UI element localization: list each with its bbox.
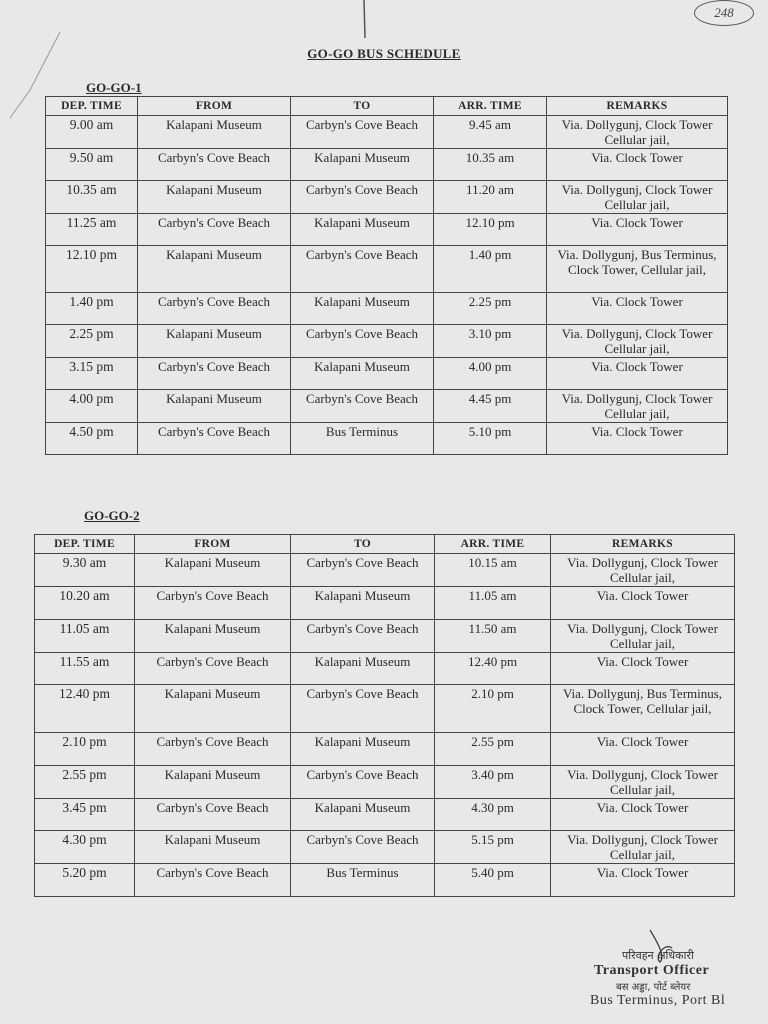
table-row [35, 685, 735, 733]
remarks-cell: Via. Dollygunj, Bus Terminus, Clock Tower, Cellular jail, [547, 246, 728, 293]
from-cell: Kalapani Museum [135, 831, 291, 864]
remarks-cell: Via. Clock Tower [547, 214, 728, 246]
remarks-cell: Via. Dollygunj, Bus Terminus, Clock Tower, Cellular jail, [551, 685, 735, 733]
arr-time-cell: 3.10 pm [434, 325, 547, 358]
arr-time-cell: 4.00 pm [434, 358, 547, 390]
schedule-table-go-go-2 [34, 534, 735, 897]
to-cell: Bus Terminus [291, 864, 435, 897]
to-cell: Kalapani Museum [291, 293, 434, 325]
dep-time-cell: 11.05 am [35, 619, 135, 652]
arr-time-cell: 9.45 am [434, 116, 547, 149]
table-row [46, 390, 728, 423]
page-number: 248 [694, 0, 754, 26]
arr-time-cell: 10.35 am [434, 149, 547, 181]
arr-time-cell: 5.15 pm [435, 831, 551, 864]
from-cell: Carbyn's Cove Beach [138, 293, 291, 325]
from-cell: Kalapani Museum [138, 390, 291, 423]
table-row [35, 798, 735, 831]
stamp-hindi-place: बस अड्डा, पोर्ट ब्लेयर [616, 982, 691, 993]
remarks-cell: Via. Clock Tower [547, 293, 728, 325]
to-cell: Kalapani Museum [291, 798, 435, 831]
remarks-cell: Via. Clock Tower [551, 864, 735, 897]
table-row [35, 765, 735, 798]
table-row [46, 116, 728, 149]
table-header-row [46, 97, 728, 116]
table-row [46, 423, 728, 455]
from-cell: Kalapani Museum [138, 181, 291, 214]
header-arr-time: ARR. TIME [435, 535, 551, 554]
table-row [46, 325, 728, 358]
from-cell: Carbyn's Cove Beach [138, 423, 291, 455]
header-from: FROM [138, 97, 291, 116]
header-remarks: REMARKS [551, 535, 735, 554]
table-row [46, 293, 728, 325]
to-cell: Kalapani Museum [291, 733, 435, 766]
table-row [46, 149, 728, 181]
table-row [35, 554, 735, 587]
remarks-cell: Via. Dollygunj, Clock Tower Cellular jail, [547, 181, 728, 214]
from-cell: Carbyn's Cove Beach [135, 652, 291, 685]
transport-officer-stamp [590, 948, 768, 1009]
to-cell: Carbyn's Cove Beach [291, 116, 434, 149]
arr-time-cell: 2.55 pm [435, 733, 551, 766]
header-arr-time: ARR. TIME [434, 97, 547, 116]
stamp-officer: Transport Officer [594, 963, 710, 978]
stamp-hindi-title: परिवहन अधिकारी [622, 949, 694, 962]
from-cell: Carbyn's Cove Beach [138, 149, 291, 181]
dep-time-cell: 4.00 pm [46, 390, 138, 423]
header-dep-time: DEP. TIME [35, 535, 135, 554]
remarks-cell: Via. Dollygunj, Clock Tower Cellular jail, [547, 116, 728, 149]
remarks-cell: Via. Dollygunj, Clock Tower Cellular jail, [551, 765, 735, 798]
remarks-cell: Via. Clock Tower [551, 652, 735, 685]
from-cell: Kalapani Museum [135, 685, 291, 733]
table-row [35, 831, 735, 864]
dep-time-cell: 11.25 am [46, 214, 138, 246]
to-cell: Carbyn's Cove Beach [291, 181, 434, 214]
arr-time-cell: 10.15 am [435, 554, 551, 587]
table-row [35, 864, 735, 897]
to-cell: Kalapani Museum [291, 358, 434, 390]
from-cell: Kalapani Museum [138, 116, 291, 149]
remarks-cell: Via. Clock Tower [551, 798, 735, 831]
table-row [46, 214, 728, 246]
dep-time-cell: 2.25 pm [46, 325, 138, 358]
dep-time-cell: 4.30 pm [35, 831, 135, 864]
to-cell: Carbyn's Cove Beach [291, 390, 434, 423]
from-cell: Kalapani Museum [135, 554, 291, 587]
to-cell: Kalapani Museum [291, 587, 435, 620]
page-title: GO-GO BUS SCHEDULE [307, 46, 461, 61]
from-cell: Carbyn's Cove Beach [135, 733, 291, 766]
to-cell: Bus Terminus [291, 423, 434, 455]
arr-time-cell: 5.40 pm [435, 864, 551, 897]
table-row [46, 358, 728, 390]
from-cell: Carbyn's Cove Beach [138, 358, 291, 390]
dep-time-cell: 12.10 pm [46, 246, 138, 293]
schedule-table-go-go-1 [45, 96, 728, 455]
route-label-go-go-2: GO-GO-2 [84, 508, 140, 523]
pen-stroke-mark [360, 0, 368, 40]
to-cell: Kalapani Museum [291, 149, 434, 181]
dep-time-cell: 12.40 pm [35, 685, 135, 733]
from-cell: Carbyn's Cove Beach [135, 864, 291, 897]
arr-time-cell: 3.40 pm [435, 765, 551, 798]
remarks-cell: Via. Dollygunj, Clock Tower Cellular jail, [547, 325, 728, 358]
from-cell: Kalapani Museum [135, 765, 291, 798]
arr-time-cell: 11.20 am [434, 181, 547, 214]
from-cell: Kalapani Museum [138, 246, 291, 293]
remarks-cell: Via. Dollygunj, Clock Tower Cellular jail, [551, 554, 735, 587]
remarks-cell: Via. Clock Tower [551, 587, 735, 620]
remarks-cell: Via. Clock Tower [547, 358, 728, 390]
arr-time-cell: 12.10 pm [434, 214, 547, 246]
to-cell: Kalapani Museum [291, 652, 435, 685]
arr-time-cell: 2.25 pm [434, 293, 547, 325]
to-cell: Carbyn's Cove Beach [291, 246, 434, 293]
header-from: FROM [135, 535, 291, 554]
arr-time-cell: 11.50 am [435, 619, 551, 652]
header-to: TO [291, 97, 434, 116]
to-cell: Carbyn's Cove Beach [291, 831, 435, 864]
dep-time-cell: 1.40 pm [46, 293, 138, 325]
remarks-cell: Via. Clock Tower [547, 149, 728, 181]
stamp-place: Bus Terminus, Port Bl [590, 993, 726, 1008]
dep-time-cell: 9.30 am [35, 554, 135, 587]
dep-time-cell: 4.50 pm [46, 423, 138, 455]
arr-time-cell: 4.30 pm [435, 798, 551, 831]
from-cell: Carbyn's Cove Beach [135, 798, 291, 831]
header-to: TO [291, 535, 435, 554]
table-row [35, 733, 735, 766]
dep-time-cell: 5.20 pm [35, 864, 135, 897]
dep-time-cell: 11.55 am [35, 652, 135, 685]
header-dep-time: DEP. TIME [46, 97, 138, 116]
from-cell: Carbyn's Cove Beach [138, 214, 291, 246]
table-row [46, 181, 728, 214]
to-cell: Carbyn's Cove Beach [291, 765, 435, 798]
table-header-row [35, 535, 735, 554]
to-cell: Carbyn's Cove Beach [291, 325, 434, 358]
dep-time-cell: 10.35 am [46, 181, 138, 214]
table-row [35, 652, 735, 685]
dep-time-cell: 9.50 am [46, 149, 138, 181]
dep-time-cell: 10.20 am [35, 587, 135, 620]
to-cell: Carbyn's Cove Beach [291, 685, 435, 733]
from-cell: Kalapani Museum [138, 325, 291, 358]
table-row [46, 246, 728, 293]
from-cell: Carbyn's Cove Beach [135, 587, 291, 620]
dep-time-cell: 9.00 am [46, 116, 138, 149]
remarks-cell: Via. Clock Tower [547, 423, 728, 455]
to-cell: Kalapani Museum [291, 214, 434, 246]
header-remarks: REMARKS [547, 97, 728, 116]
arr-time-cell: 5.10 pm [434, 423, 547, 455]
route-label-go-go-1: GO-GO-1 [86, 80, 142, 95]
dep-time-cell: 3.15 pm [46, 358, 138, 390]
from-cell: Kalapani Museum [135, 619, 291, 652]
arr-time-cell: 12.40 pm [435, 652, 551, 685]
table-row [35, 619, 735, 652]
arr-time-cell: 4.45 pm [434, 390, 547, 423]
dep-time-cell: 2.55 pm [35, 765, 135, 798]
to-cell: Carbyn's Cove Beach [291, 554, 435, 587]
arr-time-cell: 2.10 pm [435, 685, 551, 733]
remarks-cell: Via. Dollygunj, Clock Tower Cellular jail, [551, 831, 735, 864]
remarks-cell: Via. Dollygunj, Clock Tower Cellular jail, [547, 390, 728, 423]
table-row [35, 587, 735, 620]
dep-time-cell: 2.10 pm [35, 733, 135, 766]
remarks-cell: Via. Dollygunj, Clock Tower Cellular jail, [551, 619, 735, 652]
remarks-cell: Via. Clock Tower [551, 733, 735, 766]
to-cell: Carbyn's Cove Beach [291, 619, 435, 652]
dep-time-cell: 3.45 pm [35, 798, 135, 831]
arr-time-cell: 11.05 am [435, 587, 551, 620]
arr-time-cell: 1.40 pm [434, 246, 547, 293]
